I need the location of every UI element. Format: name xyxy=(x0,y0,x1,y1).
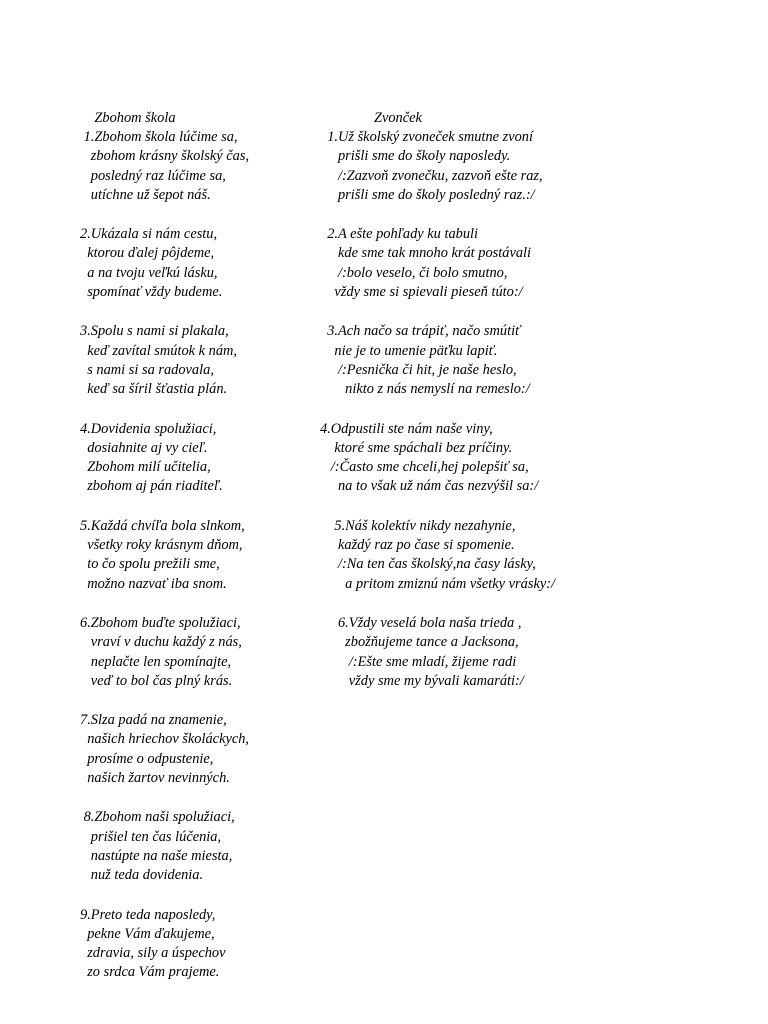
verse-line: na to však už nám čas nezvýšil sa:/ xyxy=(320,478,539,495)
verse-line: vždy sme si spievali pieseň túto:/ xyxy=(320,284,523,301)
stanza xyxy=(320,614,760,691)
stanza xyxy=(320,420,760,497)
verse-line: 4.Dovidenia spolužiaci, xyxy=(80,420,217,437)
verse-line: kde sme tak mnoho krát postávali xyxy=(320,245,532,262)
verse-line: vraví v duchu každý z nás, xyxy=(80,634,242,651)
verse-line: 4.Odpustili ste nám naše viny, xyxy=(320,420,493,437)
verse-line: 3.Ach načo sa trápiť, načo smútiť xyxy=(320,323,521,340)
verse-line: /:Na ten čas školský,na časy lásky, xyxy=(320,556,536,573)
verse-line: 6.Zbohom buďte spolužiaci, xyxy=(80,614,241,631)
verse-line: 3.Spolu s nami si plakala, xyxy=(80,323,229,340)
verse-line: zbohom aj pán riaditeľ. xyxy=(80,478,223,495)
verse-line: veď to bol čas plný krás. xyxy=(80,672,233,689)
verse-line: nie je to umenie päťku lapiť. xyxy=(320,342,498,359)
verse-line: a pritom zmiznú nám všetky vrásky:/ xyxy=(320,575,556,592)
verse-line: našich hriechov školáckych, xyxy=(80,731,250,748)
verse-line: našich žartov nevinných. xyxy=(80,770,230,787)
verse-line: 1.Zbohom škola lúčime sa, xyxy=(80,129,238,145)
stanza xyxy=(320,225,760,302)
verse-line: 2.Ukázala si nám cestu, xyxy=(80,226,218,243)
verse-line: každý raz po čase si spomenie. xyxy=(320,537,515,554)
stanza xyxy=(320,322,760,399)
stanza xyxy=(80,808,380,885)
verse-line: zbožňujeme tance a Jacksona, xyxy=(320,634,519,651)
verse-line: prosíme o odpustenie, xyxy=(80,750,214,767)
poem-title-right: Zvonček xyxy=(320,110,422,126)
poem-zvoncek xyxy=(320,108,760,691)
verse-line: to čo spolu prežili sme, xyxy=(80,556,220,573)
verse-line: nikto z nás nemyslí na remeslo:/ xyxy=(320,381,530,398)
stanza xyxy=(320,128,760,205)
verse-line: prišiel ten čas lúčenia, xyxy=(80,828,222,845)
verse-line: ktorou ďalej pôjdeme, xyxy=(80,245,215,262)
stanza xyxy=(320,517,760,594)
verse-line: 5.Každá chvíľa bola slnkom, xyxy=(80,517,245,534)
poem-title-left: Zbohom škola xyxy=(80,110,176,126)
verse-line: 2.A ešte pohľady ku tabuli xyxy=(320,226,479,243)
verse-line: Zbohom milí učitelia, xyxy=(80,459,211,476)
stanza xyxy=(80,711,380,788)
verse-line: nuž teda dovidenia. xyxy=(80,867,204,884)
verse-line: prišli sme do školy posledný raz.:/ xyxy=(320,186,535,203)
verse-line: neplačte len spomínajte, xyxy=(80,653,232,670)
verse-line: /:Často sme chceli,hej polepšiť sa, xyxy=(320,459,529,476)
verse-line: posledný raz lúčime sa, xyxy=(80,167,226,184)
verse-line: všetky roky krásnym dňom, xyxy=(80,537,243,554)
verse-line: 7.Slza padá na znamenie, xyxy=(80,712,227,729)
stanza xyxy=(80,906,380,983)
verse-line: /:Zazvoň zvonečku, zazvoň ešte raz, xyxy=(320,167,543,184)
verse-line: 1.Už školský zvoneček smutne zvoní xyxy=(320,129,533,145)
verse-line: a na tvoju veľkú lásku, xyxy=(80,264,218,281)
verse-line: možno nazvať iba snom. xyxy=(80,575,227,592)
verse-line: keď sa šíril šťastia plán. xyxy=(80,381,228,398)
verse-line: 5.Náš kolektív nikdy nezahynie, xyxy=(320,517,516,534)
verse-line: prišli sme do školy naposledy. xyxy=(320,148,511,165)
verse-line: dosiahnite aj vy cieľ. xyxy=(80,439,208,456)
verse-line: nastúpte na naše miesta, xyxy=(80,847,233,864)
verse-line: 8.Zbohom naši spolužiaci, xyxy=(80,809,235,826)
verse-line: /:Ešte sme mladí, žijeme radi xyxy=(320,653,517,670)
verse-line: /:bolo veselo, či bolo smutno, xyxy=(320,264,508,281)
verse-line: keď zavítal smútok k nám, xyxy=(80,342,238,359)
verse-line: vždy sme my bývali kamaráti:/ xyxy=(320,672,524,689)
verse-line: utíchne už šepot náš. xyxy=(80,186,211,203)
verse-line: zdravia, sily a úspechov xyxy=(80,945,226,962)
verse-line: zbohom krásny školský čas, xyxy=(80,148,250,165)
verse-line: 9.Preto teda naposledy, xyxy=(80,906,216,923)
verse-line: pekne Vám ďakujeme, xyxy=(80,925,215,942)
verse-line: s nami si sa radovala, xyxy=(80,361,214,378)
verse-line: 6.Vždy veselá bola naša trieda , xyxy=(320,614,522,631)
verse-line: ktoré sme spáchali bez príčiny. xyxy=(320,439,513,456)
verse-line: zo srdca Vám prajeme. xyxy=(80,964,220,981)
verse-line: /:Pesnička či hit, je naše heslo, xyxy=(320,361,517,378)
verse-line: spomínať vždy budeme. xyxy=(80,284,223,301)
